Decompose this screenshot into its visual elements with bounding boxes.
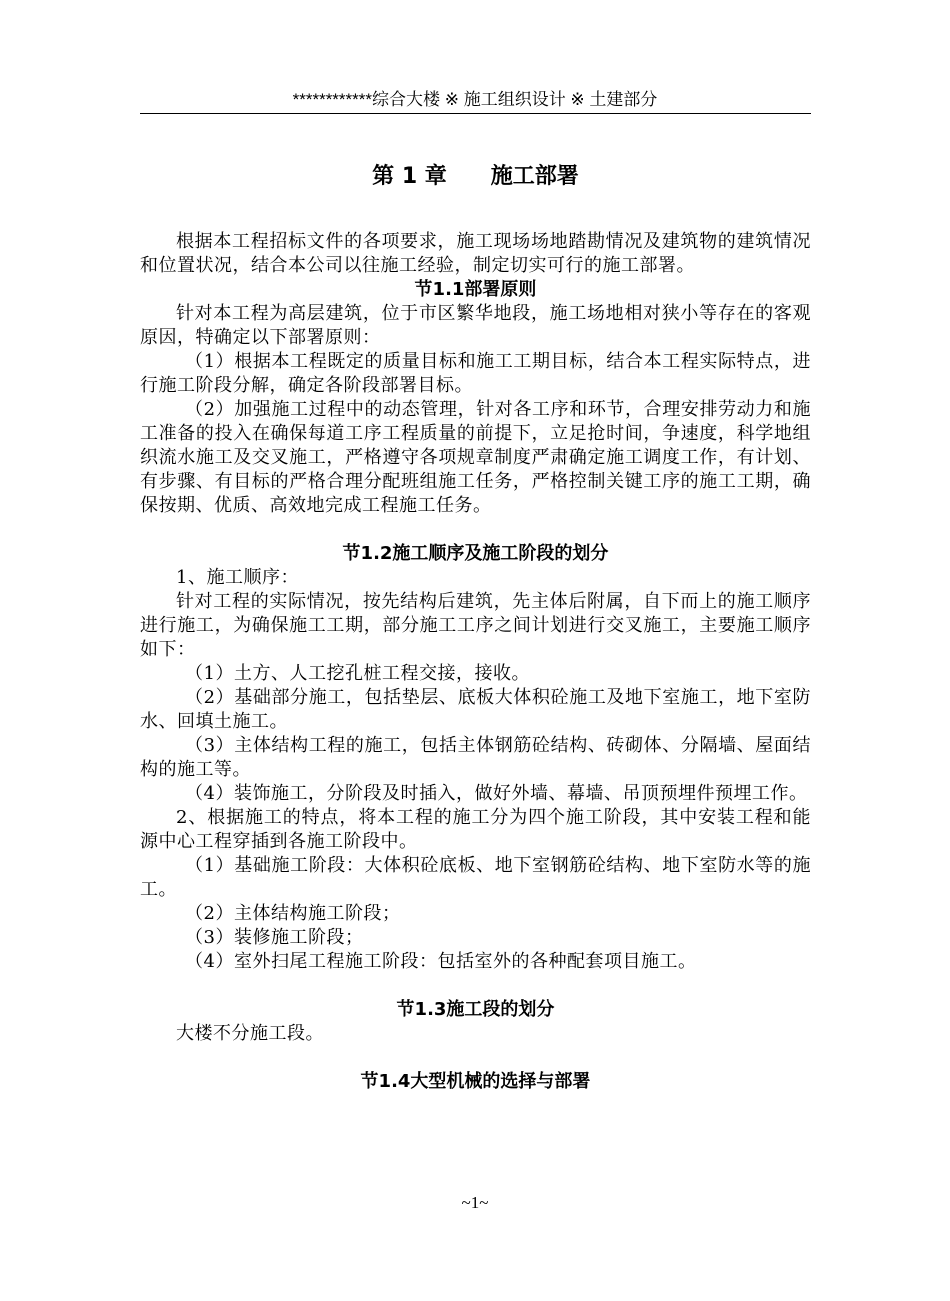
section-title-1-2: 节1.2施工顺序及施工阶段的划分 [342,543,609,564]
list-item: （4）装饰施工，分阶段及时插入，做好外墙、幕墙、吊顶预埋件预埋工作。 [185,783,808,804]
paragraph: 1、施工顺序： [176,567,299,588]
list-item: （1）基础施工阶段：大体积砼底板、地下室钢筋砼结构、地下室防水等的施工。 [140,855,811,900]
paragraph: 针对本工程为高层建筑，位于市区繁华地段，施工场地相对狭小等存在的客观原因，特确定以下部署原则： [140,303,811,348]
list-item: （3）主体结构工程的施工，包括主体钢筋砼结构、砖砌体、分隔墙、屋面结构的施工等。 [140,735,811,780]
list-item: （2）主体结构施工阶段； [185,903,401,924]
header-rule [140,113,811,114]
list-item: （4）室外扫尾工程施工阶段：包括室外的各种配套项目施工。 [185,951,697,972]
section-title-1-4: 节1.4大型机械的选择与部署 [360,1071,591,1092]
chapter-title: 第 1 章 施工部署 [372,164,579,189]
section-title-1-1: 节1.1部署原则 [414,279,537,300]
paragraph: 大楼不分施工段。 [176,1023,324,1044]
running-header: ************综合大楼 ※ 施工组织设计 ※ 土建部分 [292,90,658,109]
list-item: （1）土方、人工挖孔桩工程交接，接收。 [185,663,530,684]
intro-paragraph: 根据本工程招标文件的各项要求，施工现场场地踏勘情况及建筑物的建筑情况和位置状况，结合本公司以往施工经验，制定切实可行的施工部署。 [140,231,811,276]
list-item: （1）根据本工程既定的质量目标和施工工期目标，结合本工程实际特点，进行施工阶段分解，确定各阶段部署目标。 [140,351,811,396]
paragraph: 2、根据施工的特点，将本工程的施工分为四个施工阶段，其中安装工程和能源中心工程穿插到各施工阶段中。 [140,807,811,852]
list-item: （2）基础部分施工，包括垫层、底板大体积砼施工及地下室施工，地下室防水、回填土施工。 [140,687,811,732]
page-content [140,160,811,1094]
list-item: （2）加强施工过程中的动态管理，针对各工序和环节，合理安排劳动力和施工准备的投入在确保每道工序工程质量的前提下，立足抢时间，争速度，科学地组织流水施工及交叉施工，严格遵守各项规章制度严肃确定施工调度工作，有计划、有步骤、有目标的严格合理分配班组施工任务，严格控制关键工序的施工工期，确保按期、优质、高效地完成工程施工任务。 [140,399,811,516]
paragraph: 针对工程的实际情况，按先结构后建筑，先主体后附属，自下而上的施工顺序进行施工，为确保施工工期，部分施工工序之间计划进行交叉施工，主要施工顺序如下： [140,591,811,660]
list-item: （3）装修施工阶段； [185,927,364,948]
page-number: ~1~ [461,1193,489,1212]
section-title-1-3: 节1.3施工段的划分 [396,999,555,1020]
